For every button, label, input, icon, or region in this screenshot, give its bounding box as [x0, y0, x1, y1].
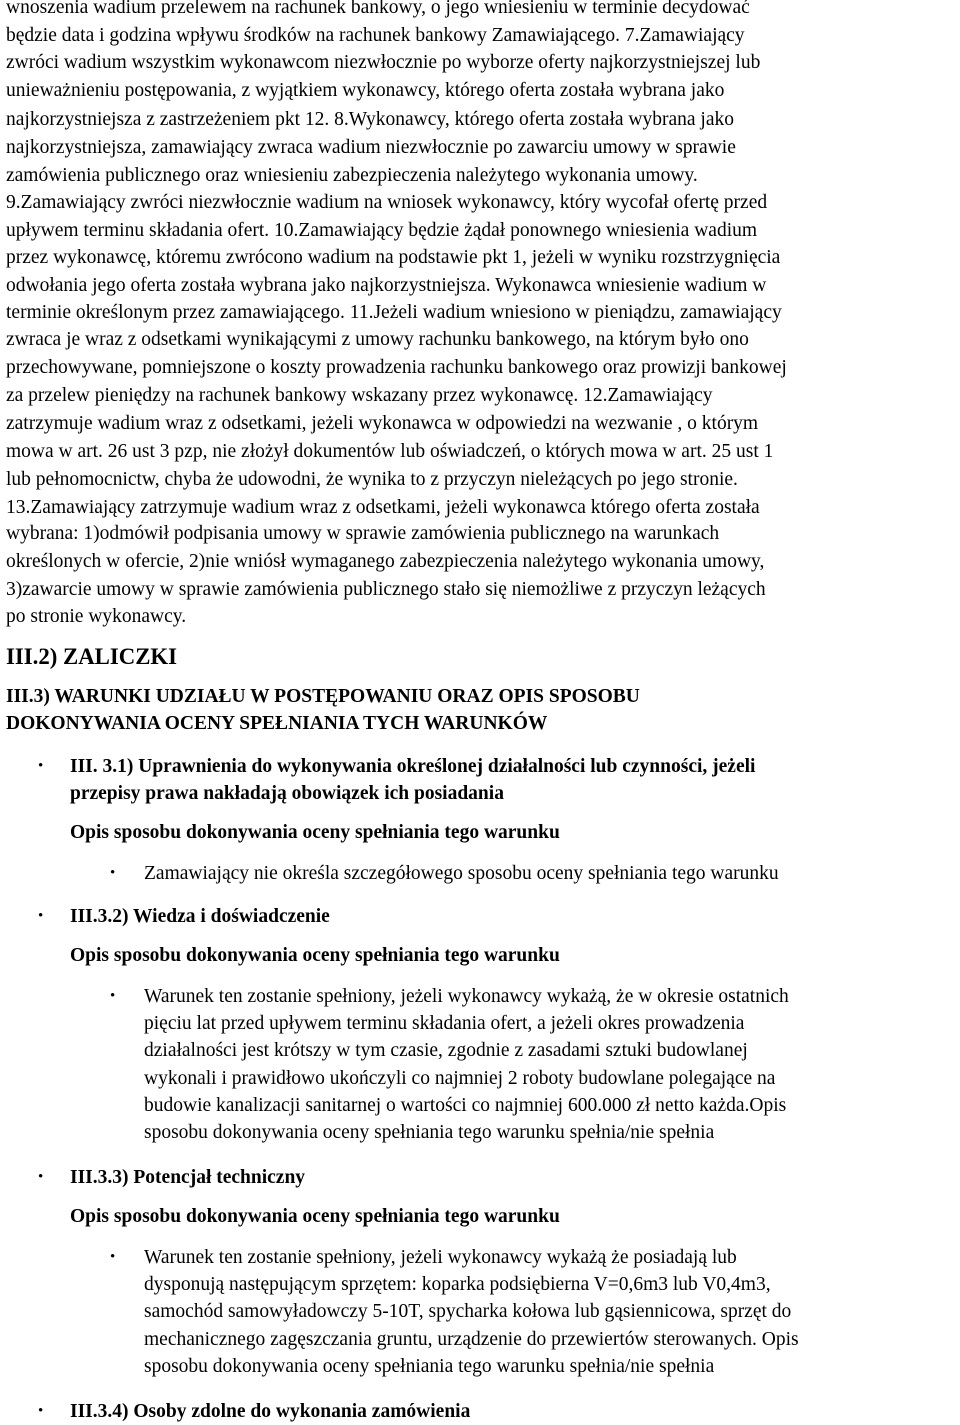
- assessment-caption: Opis sposobu dokonywania oceny spełniania tego warunku: [70, 822, 560, 843]
- assessment-detail-line: Warunek ten zostanie spełniony, jeżeli wykonawcy wykażą że posiadają lub: [144, 1247, 737, 1268]
- assessment-detail-line: pięciu lat przed upływem terminu składania ofert, a jeżeli okres prowadzenia: [144, 1013, 745, 1035]
- paragraph-line: wybrana: 1)odmówił podpisania umowy w sprawie zamówienia publicznego na warunkach: [6, 523, 720, 544]
- assessment-detail-line: dysponują następującym sprzętem: koparka podsiębierna V=0,6m3 lub V0,4m3,: [144, 1274, 771, 1296]
- section-heading-line: DOKONYWANIA OCENY SPEŁNIANIA TYCH WARUNKÓW: [6, 713, 548, 734]
- assessment-detail: [6, 1244, 960, 1380]
- assessment-caption: Opis sposobu dokonywania oceny spełniania tego warunku: [70, 1206, 560, 1227]
- paragraph-line: najkorzystniejsza z zastrzeżeniem pkt 12. 8.Wykonawcy, którego oferta została wybrana jako: [6, 109, 734, 130]
- requirement-title: [6, 903, 960, 930]
- paragraph-line: unieważnieniu postępowania, z wyjątkiem wykonawcy, którego oferta została wybrana jako: [6, 80, 725, 101]
- requirement-item-3-3: [6, 1164, 960, 1380]
- paragraph-line: będzie data i godzina wpływu środków na rachunek bankowy Zamawiającego. 7.Zamawiający: [6, 25, 745, 46]
- assessment-detail-line: Warunek ten zostanie spełniony, jeżeli wykonawcy wykażą, że w okresie ostatnich: [144, 986, 789, 1007]
- bullet-icon: •: [38, 908, 44, 924]
- assessment-caption: Opis sposobu dokonywania oceny spełniania tego warunku: [70, 945, 560, 966]
- paragraph-line: zwraca je wraz z odsetkami wynikającymi z umowy rachunku bankowego, na którym było ono: [6, 329, 749, 350]
- bullet-icon: •: [110, 1249, 116, 1265]
- assessment-detail: [6, 983, 960, 1146]
- requirement-item-3-4: [6, 1398, 960, 1425]
- paragraph-line: za przelew pieniędzy na rachunek bankowy wskazany przez wykonawcę. 12.Zamawiający: [6, 385, 713, 406]
- bullet-icon: •: [38, 1169, 44, 1185]
- requirement-item-3-2: [6, 903, 960, 1146]
- paragraph-line: wnoszenia wadium przelewem na rachunek bankowy, o jego wniesieniu w terminie decydować: [6, 0, 750, 18]
- requirement-title-line: III.3.2) Wiedza i doświadczenie: [70, 906, 330, 927]
- paragraph-line: upływem terminu składania ofert. 10.Zamawiający będzie żądał ponownego wniesienia wadium: [6, 220, 758, 241]
- paragraph-line: odwołania jego oferta została wybrana jako najkorzystniejsza. Wykonawca wniesienie wadium w: [6, 275, 767, 296]
- paragraph-line: najkorzystniejsza, zamawiający zwraca wadium niezwłocznie po zawarciu umowy w sprawie: [6, 137, 736, 158]
- paragraph-line: 3)zawarcie umowy w sprawie zamówienia publicznego stało się niemożliwe z przyczyn leżących: [6, 579, 766, 600]
- paragraph-line: mowa w art. 26 ust 3 pzp, nie złożył dokumentów lub oświadczeń, o których mowa w art. 25 ust 1: [6, 441, 774, 462]
- paragraph-line: zatrzymuje wadium wraz z odsetkami, jeżeli wykonawca w odpowiedzi na wezwanie , o którym: [6, 413, 759, 434]
- requirement-title: [6, 1164, 960, 1191]
- requirement-title: [6, 1398, 960, 1425]
- assessment-detail-line: samochód samowyładowczy 5-10T, spycharka kołowa lub gąsiennicowa, sprzęt do: [144, 1301, 792, 1323]
- section-heading-zaliczki: III.2) ZALICZKI: [6, 644, 178, 669]
- paragraph-line: lub pełnomocnictw, chyba że udowodni, że wynika to z przyczyn nieleżących po jego stronie.: [6, 469, 738, 490]
- assessment-detail-line: budowie kanalizacji sanitarnej o wartości co najmniej 600.000 zł netto każda.Opis: [144, 1094, 787, 1116]
- bullet-icon: •: [38, 758, 44, 774]
- bullet-icon: •: [110, 988, 116, 1004]
- bullet-icon: •: [110, 865, 116, 881]
- section-heading-line: III.3) WARUNKI UDZIAŁU W POSTĘPOWANIU ORAZ OPIS SPOSOBU: [6, 686, 640, 707]
- paragraph-line: po stronie wykonawcy.: [6, 606, 187, 627]
- paragraph-line: zwróci wadium wszystkim wykonawcom niezwłocznie po wyborze oferty najkorzystniejszej lub: [6, 52, 761, 73]
- requirement-title-line: przepisy prawa nakładają obowiązek ich posiadania: [70, 783, 504, 804]
- assessment-detail-line: wykonali i prawidłowo ukończyli co najmniej 2 roboty budowlane polegające na: [144, 1067, 776, 1089]
- requirement-title-line: III.3.3) Potencjał techniczny: [70, 1167, 306, 1188]
- assessment-detail-line: sposobu dokonywania oceny spełniania tego warunku spełnia/nie spełnia: [144, 1355, 715, 1377]
- paragraph-line: 9.Zamawiający zwróci niezwłocznie wadium na wniosek wykonawcy, który wycofał ofertę przed: [6, 192, 768, 213]
- section-heading-warunki: [6, 683, 640, 737]
- paragraph-line: 13.Zamawiający zatrzymuje wadium wraz z odsetkami, jeżeli wykonawca którego oferta została: [6, 497, 760, 518]
- requirement-title-line: III.3.4) Osoby zdolne do wykonania zamówienia: [70, 1401, 471, 1422]
- assessment-detail: [6, 860, 960, 887]
- requirement-title: [6, 753, 960, 807]
- requirement-title-line: III. 3.1) Uprawnienia do wykonywania określonej działalności lub czynności, jeżeli: [70, 756, 756, 777]
- paragraph-line: przez wykonawcę, któremu zwrócono wadium na podstawie pkt 1, jeżeli w wyniku rozstrzygnięcia: [6, 247, 781, 268]
- paragraph-line: zamówienia publicznego oraz wniesieniu zabezpieczenia należytego wykonania umowy.: [6, 165, 698, 186]
- paragraph-line: określonych w ofercie, 2)nie wniósł wymaganego zabezpieczenia należytego wykonania umowy,: [6, 551, 765, 572]
- assessment-detail-line: mechanicznego zagęszczania gruntu, urządzenie do przewiertów sterowanych. Opis: [144, 1328, 799, 1350]
- requirement-item-3-1: [6, 753, 960, 887]
- paragraph-line: terminie określonym przez zamawiającego. 11.Jeżeli wadium wniesiono w pieniądzu, zamawiający: [6, 302, 782, 323]
- assessment-detail-line: Zamawiający nie określa szczegółowego sposobu oceny spełniania tego warunku: [144, 863, 779, 884]
- assessment-detail-line: sposobu dokonywania oceny spełniania tego warunku spełnia/nie spełnia: [144, 1122, 715, 1144]
- paragraph-line: przechowywane, pomniejszone o koszty prowadzenia rachunku bankowego oraz prowizji bankowej: [6, 357, 787, 378]
- assessment-detail-line: działalności jest krótszy w tym czasie, zgodnie z zasadami sztuki budowlanej: [144, 1040, 748, 1062]
- bullet-icon: •: [38, 1403, 44, 1419]
